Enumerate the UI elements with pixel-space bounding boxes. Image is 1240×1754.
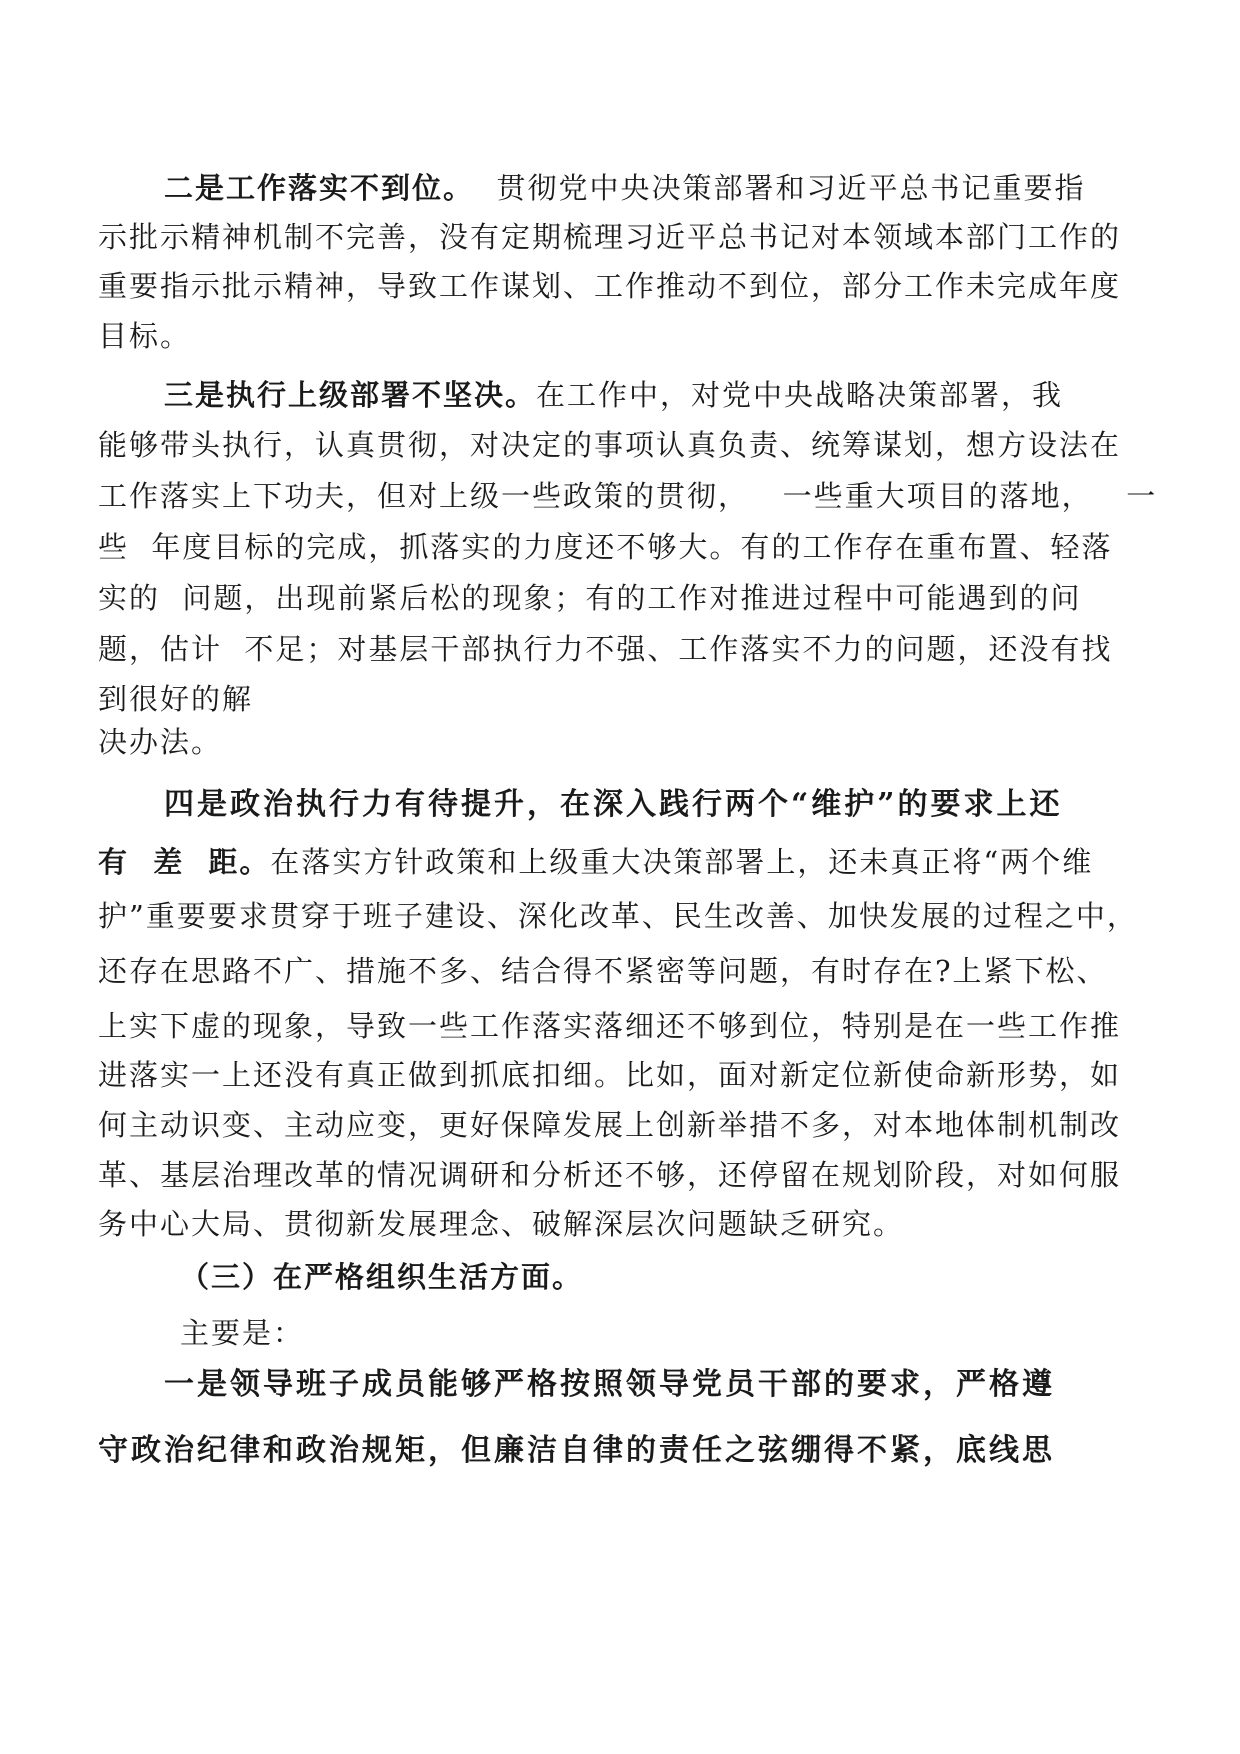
para2-line2: 能够带头执行，认真贯彻，对决定的事项认真负责、统筹谋划，想方设法在 xyxy=(98,428,1122,462)
para2-line5: 实的 问题，出现前紧后松的现象；有的工作对推进过程中可能遇到的问 xyxy=(98,581,1082,615)
para3-line5: 上实下虚的现象，导致一些工作落实落细还不够到位，特别是在一些工作推 xyxy=(98,1009,1122,1043)
para3-line2-text: 在落实方针政策和上级重大决策部署上，还未真正将“两个维 xyxy=(270,845,1094,879)
para3-line2 xyxy=(0,842,1240,882)
para1-line1-text: 贯彻党中央决策部署和习近平总书记重要指 xyxy=(474,171,1086,205)
para2-line8: 决办法。 xyxy=(98,725,223,759)
para4-line1: 一是领导班子成员能够严格按照领导党员干部的要求，严格遵 xyxy=(164,1367,1055,1402)
para2-lead: 三是执行上级部署不坚决。 xyxy=(164,378,537,412)
para3-line7: 何主动识变、主动应变，更好保障发展上创新举措不多，对本地体制机制改 xyxy=(98,1108,1122,1142)
para1-lead: 二是工作落实不到位。 xyxy=(164,171,475,205)
para1-line3: 重要指示批示精神，导致工作谋划、工作推动不到位，部分工作未完成年度 xyxy=(98,269,1122,303)
para3-line9: 务中心大局、贯彻新发展理念、破解深层次问题缺乏研究。 xyxy=(98,1207,905,1241)
para1-line4: 目标。 xyxy=(98,319,192,353)
para1-line2: 示批示精神机制不完善，没有定期梳理习近平总书记对本领域本部门工作的 xyxy=(98,220,1122,254)
para1-line1 xyxy=(0,168,1240,208)
para2-line1 xyxy=(0,375,1240,415)
section-heading: （三）在严格组织生活方面。 xyxy=(180,1260,584,1294)
para3-line8: 革、基层治理改革的情况调研和分析还不够，还停留在规划阶段，对如何服 xyxy=(98,1158,1122,1192)
section-intro: 主要是： xyxy=(180,1316,305,1350)
para2-line1-text: 在工作中，对党中央战略决策部署，我 xyxy=(536,378,1064,412)
para3-line3: 护”重要要求贯穿于班子建设、深化改革、民生改善、加快发展的过程之中， xyxy=(98,899,1138,933)
para3-lead: 有 差 距。 xyxy=(98,845,271,879)
para3-heading: 四是政治执行力有待提升，在深入践行两个“维护”的要求上还 xyxy=(164,787,1063,822)
para2-line4: 些 年度目标的完成，抓落实的力度还不够大。有的工作存在重布置、轻落 xyxy=(98,530,1113,564)
para4-line2: 守政治纪律和政治规矩，但廉洁自律的责任之弦绷得不紧，底线思 xyxy=(98,1433,1055,1468)
para2-line7: 到很好的解 xyxy=(98,682,254,716)
para2-line3: 工作落实上下功夫，但对上级一些政策的贯彻， 一些重大项目的落地， 一 xyxy=(98,479,1158,513)
para3-line4: 还存在思路不广、措施不多、结合得不紧密等问题，有时存在?上紧下松、 xyxy=(98,954,1108,988)
para2-line6: 题，估计 不足；对基层干部执行力不强、工作落实不力的问题，还没有找 xyxy=(98,632,1113,666)
para3-line6: 进落实一上还没有真正做到抓底扣细。比如，面对新定位新使命新形势，如 xyxy=(98,1058,1122,1092)
